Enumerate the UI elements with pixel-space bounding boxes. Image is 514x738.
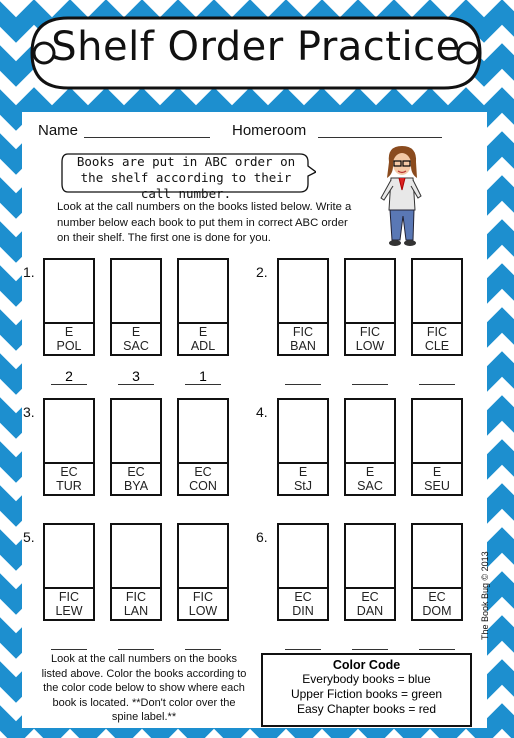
spine-label <box>344 462 396 496</box>
spine-label <box>344 587 396 621</box>
answer-blank[interactable] <box>118 633 154 650</box>
spine-label <box>177 462 229 496</box>
color-code-line: Upper Fiction books = green <box>290 687 443 701</box>
book-outline[interactable] <box>344 398 396 494</box>
homeroom-field[interactable] <box>318 137 442 138</box>
copyright-credit: The Book Bug © 2013 <box>480 551 490 640</box>
book-outline[interactable] <box>177 258 229 354</box>
spine-label <box>110 462 162 496</box>
book-outline[interactable] <box>43 398 95 494</box>
spine-label <box>43 322 95 356</box>
call-number-line2: SEU <box>424 479 450 493</box>
call-number-line2: SAC <box>123 339 149 353</box>
call-number-line1: EC <box>294 590 312 604</box>
call-number-line2: LEW <box>55 604 83 618</box>
exercise-number: 5. <box>23 529 35 545</box>
call-number-line1: FIC <box>359 325 381 339</box>
answer-blank[interactable] <box>352 633 388 650</box>
spine-label <box>344 322 396 356</box>
call-number-line1: E <box>198 325 208 339</box>
call-number-line2: LOW <box>188 604 218 618</box>
book-outline[interactable] <box>277 398 329 494</box>
name-label: Name <box>38 122 79 139</box>
answer-blank[interactable] <box>185 633 221 650</box>
answer-blank[interactable]: 2 <box>51 368 87 385</box>
book-outline[interactable] <box>277 523 329 619</box>
exercise-number: 1. <box>23 264 35 280</box>
call-number-line1: EC <box>127 465 145 479</box>
call-number-line1: E <box>64 325 74 339</box>
answer-blank[interactable]: 3 <box>118 368 154 385</box>
call-number-line1: FIC <box>192 590 214 604</box>
spine-label <box>411 587 463 621</box>
book-outline[interactable] <box>344 523 396 619</box>
color-code-line: Easy Chapter books = red <box>296 702 437 716</box>
call-number-line1: E <box>365 465 375 479</box>
call-number-line2: CLE <box>424 339 450 353</box>
answer-blank[interactable] <box>51 633 87 650</box>
coloring-instructions: Look at the call numbers on the books listed above. Color the books according to the color code below to show where each book is located. **Don't color over the spine label.** <box>41 653 247 723</box>
spine-label <box>277 587 329 621</box>
call-number-line2: CON <box>189 479 217 493</box>
call-number-line2: LAN <box>123 604 149 618</box>
book-outline[interactable] <box>43 258 95 354</box>
color-code-box <box>261 653 472 727</box>
name-field[interactable] <box>84 137 210 138</box>
call-number-line1: EC <box>361 590 379 604</box>
call-number-line1: EC <box>60 465 78 479</box>
spine-label <box>177 587 229 621</box>
call-number-line2: BYA <box>123 479 149 493</box>
spine-label <box>43 462 95 496</box>
call-number-line2: SAC <box>357 479 383 493</box>
call-number-line1: EC <box>194 465 212 479</box>
book-outline[interactable] <box>411 258 463 354</box>
speech-text: Books are put in ABC order on the shelf according to their call number. <box>76 154 296 201</box>
speech-bubble <box>60 152 310 201</box>
call-number-line1: E <box>298 465 308 479</box>
call-number-line2: DAN <box>356 604 384 618</box>
call-number-line2: StJ <box>293 479 313 493</box>
call-number-line2: LOW <box>355 339 385 353</box>
title-banner <box>28 14 484 92</box>
book-outline[interactable] <box>177 398 229 494</box>
answer-blank[interactable] <box>285 633 321 650</box>
call-number-line2: BAN <box>290 339 316 353</box>
book-outline[interactable] <box>344 258 396 354</box>
answer-blank[interactable] <box>419 368 455 385</box>
exercise-number: 4. <box>256 404 268 420</box>
call-number-line1: EC <box>428 590 446 604</box>
book-outline[interactable] <box>110 258 162 354</box>
book-outline[interactable] <box>177 523 229 619</box>
call-number-line1: FIC <box>58 590 80 604</box>
answer-blank[interactable] <box>419 633 455 650</box>
exercise-number: 2. <box>256 264 268 280</box>
exercise-number: 3. <box>23 404 35 420</box>
spine-label <box>177 322 229 356</box>
call-number-line2: DOM <box>422 604 452 618</box>
book-outline[interactable] <box>411 398 463 494</box>
spine-label <box>110 322 162 356</box>
spine-label <box>277 462 329 496</box>
teacher-illustration-icon <box>377 144 427 248</box>
answer-blank[interactable] <box>352 368 388 385</box>
call-number-line2: DIN <box>292 604 314 618</box>
color-code-title: Color Code <box>332 658 401 672</box>
color-code-line: Everybody books = blue <box>302 672 431 686</box>
book-outline[interactable] <box>277 258 329 354</box>
book-outline[interactable] <box>110 523 162 619</box>
spine-label <box>411 462 463 496</box>
call-number-line1: E <box>432 465 442 479</box>
spine-label <box>43 587 95 621</box>
page-title: Shelf Order Practice <box>51 24 461 70</box>
exercise-number: 6. <box>256 529 268 545</box>
book-outline[interactable] <box>411 523 463 619</box>
call-number-line2: TUR <box>56 479 82 493</box>
book-outline[interactable] <box>43 523 95 619</box>
instructions-text: Look at the call numbers on the books listed below. Write a number below each book to put them in correct ABC order on their shelf. The first one is done for you. <box>57 201 352 244</box>
book-outline[interactable] <box>110 398 162 494</box>
call-number-line2: POL <box>56 339 82 353</box>
spine-label <box>277 322 329 356</box>
call-number-line2: ADL <box>190 339 216 353</box>
answer-blank[interactable] <box>285 368 321 385</box>
answer-blank[interactable]: 1 <box>185 368 221 385</box>
homeroom-label: Homeroom <box>232 122 307 139</box>
spine-label <box>110 587 162 621</box>
call-number-line1: FIC <box>125 590 147 604</box>
call-number-line1: E <box>131 325 141 339</box>
spine-label <box>411 322 463 356</box>
call-number-line1: FIC <box>426 325 448 339</box>
call-number-line1: FIC <box>292 325 314 339</box>
